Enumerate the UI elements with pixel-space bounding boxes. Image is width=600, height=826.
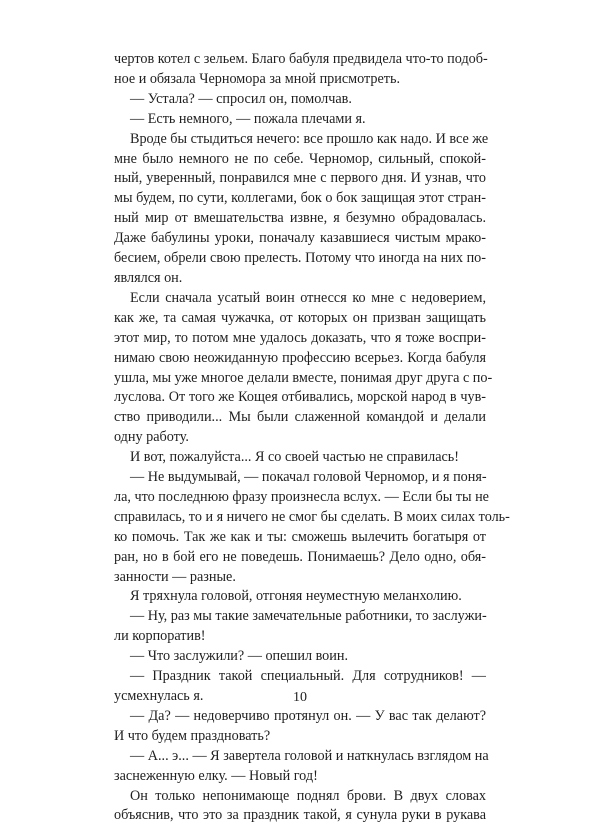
text-line: чертов котел с зельем. Благо бабуля предвидела что-то подоб- — [114, 51, 488, 67]
text-line: ран, но в бой его не поведешь. Понимаешь? Дело одно, обя- — [114, 548, 486, 565]
text-line: Если сначала усатый воин отнесся ко мне с недоверием, — [130, 289, 486, 306]
text-line: заснеженную елку. — Новый год! — [114, 767, 318, 784]
text-line: этот мир, то потом мне удалось доказать, что я тоже воспри- — [114, 329, 486, 346]
text-line: Вроде бы стыдиться нечего: все прошло как надо. И все же — [130, 130, 489, 147]
text-line: одну работу. — [114, 429, 189, 446]
paragraph — [114, 707, 486, 747]
text-line: — Да? — недоверчиво протянул он. — У вас так делают? — [130, 707, 486, 724]
paragraph — [114, 110, 486, 130]
text-line: ство приводили... Мы были слаженной командой и делали — [114, 409, 486, 426]
text-line: ный мир от вмешательства извне, я безумно обрадовалась. — [114, 210, 486, 227]
paragraph — [114, 587, 486, 607]
paragraph — [114, 130, 489, 289]
text-line: ко помочь. Так же как и ты: сможешь вылечить богатыря от — [114, 528, 486, 545]
paragraph — [114, 747, 489, 787]
text-line: мы будем, по сути, коллегами, бок о бок защищая этот стран- — [114, 190, 486, 207]
text-line: являлся он. — [114, 269, 183, 286]
paragraph — [114, 647, 486, 667]
text-line: бесием, обрели свою прелесть. Потому что иногда на них по- — [114, 250, 486, 267]
text-line: ли корпоратив! — [114, 628, 206, 645]
paragraph — [114, 289, 493, 448]
text-line: — Устала? — спросил он, помолчав. — [130, 90, 352, 107]
text-line: ный, уверенный, понравился мне с первого дня. И узнав, что — [114, 170, 486, 187]
text-line: — Праздник такой специальный. Для сотрудников! — — [130, 668, 486, 685]
text-line: Я тряхнула головой, отгоняя неуместную меланхолию. — [130, 588, 462, 605]
text-line: усмехнулась я. — [114, 688, 204, 704]
text-line: — Ну, раз мы такие замечательные работники, то заслужи- — [130, 608, 487, 625]
text-line: как же, та самая чужачка, от которых он призван защищать — [114, 309, 486, 326]
text-line: ное и обязала Черномора за мной присмотреть. — [114, 70, 401, 87]
text-line: И что будем праздновать? — [114, 727, 271, 744]
paragraph — [114, 50, 486, 90]
text-line: ушла, мы уже многое делали вместе, понимая друг друга с по- — [114, 369, 493, 386]
text-line: занности — разные. — [114, 568, 236, 585]
body-text — [114, 50, 510, 826]
paragraph — [114, 448, 486, 468]
text-line: — Есть немного, — пожала плечами я. — [130, 110, 366, 127]
text-line: ла, что последнюю фразу произнесла вслух. — Если бы ты не — [114, 488, 489, 505]
text-line: мне было немного не по себе. Черномор, сильный, спокой- — [114, 150, 486, 167]
text-line: нимаю свою неожиданную профессию всерьез. Когда бабуля — [114, 349, 486, 366]
text-line: луслова. От того же Кощея отбивались, морской народ в чув- — [114, 389, 486, 406]
text-line: — А... э... — Я завертела головой и наткнулась взглядом на — [130, 747, 489, 764]
page-number: 10 — [293, 690, 307, 705]
text-line: Он только непонимающе поднял брови. В двух словах — [130, 787, 486, 804]
paragraph — [114, 787, 486, 826]
paragraph — [114, 468, 510, 587]
text-line: — Не выдумывай, — покачал головой Черномор, и я поня- — [130, 469, 487, 486]
text-line: — Что заслужили? — опешил воин. — [130, 648, 348, 665]
text-line: И вот, пожалуйста... Я со своей частью не справилась! — [130, 449, 459, 466]
text-line: справилась, то и я ничего не смог бы сделать. В моих силах толь- — [114, 508, 510, 525]
text-line: Даже бабулины уроки, поначалу казавшиеся чистым мрако- — [114, 230, 486, 247]
text-line: объяснив, что это за праздник такой, я сунула руки в рукава — [114, 807, 486, 824]
paragraph — [114, 90, 486, 110]
paragraph — [114, 607, 486, 647]
